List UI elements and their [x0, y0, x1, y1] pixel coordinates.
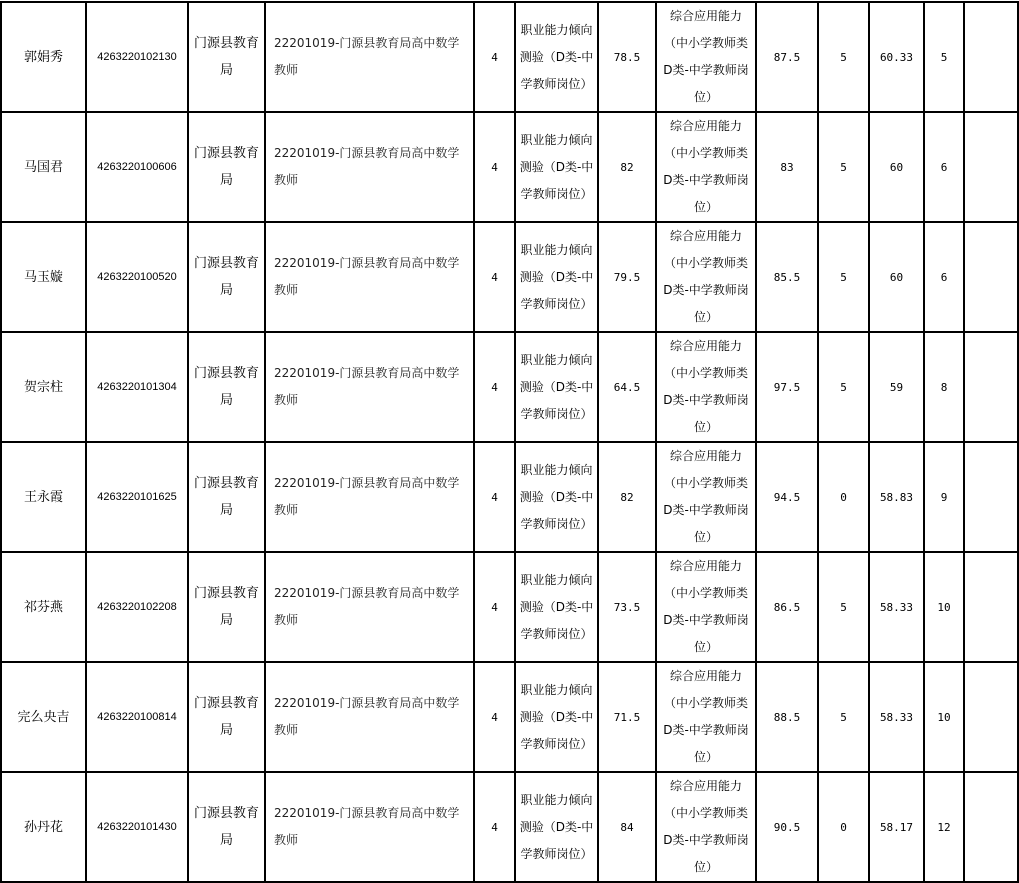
bonus-points: 5	[818, 222, 869, 332]
candidate-name: 马国君	[1, 112, 86, 222]
remark	[964, 112, 1018, 222]
table-row	[1, 662, 1018, 772]
total-score: 60	[869, 222, 924, 332]
score-2: 90.5	[756, 772, 818, 882]
rank: 5	[924, 2, 964, 112]
candidate-name: 马玉嫙	[1, 222, 86, 332]
exam-id: 4263220100520	[86, 222, 188, 332]
candidate-name: 祁芬燕	[1, 552, 86, 662]
subject-1: 职业能力倾向测验（D类-中学教师岗位）	[515, 112, 598, 222]
position: 22201019-门源县教育局高中数学教师	[265, 112, 474, 222]
score-table	[0, 1, 1019, 883]
employer: 门源县教育局	[188, 222, 265, 332]
score-1: 84	[598, 772, 656, 882]
subject-2: 综合应用能力（中小学教师类D类-中学教师岗位）	[656, 112, 756, 222]
score-2: 97.5	[756, 332, 818, 442]
candidate-name: 郭娟秀	[1, 2, 86, 112]
score-1: 64.5	[598, 332, 656, 442]
subject-1: 职业能力倾向测验（D类-中学教师岗位）	[515, 222, 598, 332]
subject-2: 综合应用能力（中小学教师类D类-中学教师岗位）	[656, 552, 756, 662]
rank: 10	[924, 552, 964, 662]
table-row	[1, 222, 1018, 332]
remark	[964, 552, 1018, 662]
position: 22201019-门源县教育局高中数学教师	[265, 332, 474, 442]
position: 22201019-门源县教育局高中数学教师	[265, 2, 474, 112]
score-1: 79.5	[598, 222, 656, 332]
remark	[964, 2, 1018, 112]
candidate-name: 孙丹花	[1, 772, 86, 882]
table-row	[1, 552, 1018, 662]
exam-id: 4263220100606	[86, 112, 188, 222]
table-row	[1, 2, 1018, 112]
bonus-points: 5	[818, 662, 869, 772]
score-2: 87.5	[756, 2, 818, 112]
exam-id: 4263220101304	[86, 332, 188, 442]
subject-2: 综合应用能力（中小学教师类D类-中学教师岗位）	[656, 772, 756, 882]
subject-1: 职业能力倾向测验（D类-中学教师岗位）	[515, 552, 598, 662]
total-score: 58.33	[869, 662, 924, 772]
employer: 门源县教育局	[188, 552, 265, 662]
recruit-count: 4	[474, 442, 515, 552]
total-score: 60	[869, 112, 924, 222]
remark	[964, 332, 1018, 442]
recruit-count: 4	[474, 2, 515, 112]
subject-1: 职业能力倾向测验（D类-中学教师岗位）	[515, 662, 598, 772]
position: 22201019-门源县教育局高中数学教师	[265, 552, 474, 662]
employer: 门源县教育局	[188, 112, 265, 222]
total-score: 59	[869, 332, 924, 442]
subject-1: 职业能力倾向测验（D类-中学教师岗位）	[515, 772, 598, 882]
employer: 门源县教育局	[188, 662, 265, 772]
employer: 门源县教育局	[188, 2, 265, 112]
subject-1: 职业能力倾向测验（D类-中学教师岗位）	[515, 2, 598, 112]
rank: 6	[924, 222, 964, 332]
total-score: 58.33	[869, 552, 924, 662]
employer: 门源县教育局	[188, 772, 265, 882]
total-score: 58.83	[869, 442, 924, 552]
exam-id: 4263220101430	[86, 772, 188, 882]
score-2: 86.5	[756, 552, 818, 662]
recruit-count: 4	[474, 772, 515, 882]
subject-1: 职业能力倾向测验（D类-中学教师岗位）	[515, 332, 598, 442]
recruit-count: 4	[474, 552, 515, 662]
score-2: 85.5	[756, 222, 818, 332]
subject-2: 综合应用能力（中小学教师类D类-中学教师岗位）	[656, 332, 756, 442]
remark	[964, 662, 1018, 772]
position: 22201019-门源县教育局高中数学教师	[265, 772, 474, 882]
table-row	[1, 442, 1018, 552]
exam-id: 4263220102130	[86, 2, 188, 112]
bonus-points: 5	[818, 2, 869, 112]
position: 22201019-门源县教育局高中数学教师	[265, 222, 474, 332]
position: 22201019-门源县教育局高中数学教师	[265, 442, 474, 552]
total-score: 58.17	[869, 772, 924, 882]
exam-id: 4263220102208	[86, 552, 188, 662]
candidate-name: 贺宗柱	[1, 332, 86, 442]
bonus-points: 5	[818, 332, 869, 442]
remark	[964, 222, 1018, 332]
candidate-name: 王永霞	[1, 442, 86, 552]
subject-2: 综合应用能力（中小学教师类D类-中学教师岗位）	[656, 2, 756, 112]
score-1: 71.5	[598, 662, 656, 772]
position: 22201019-门源县教育局高中数学教师	[265, 662, 474, 772]
recruit-count: 4	[474, 112, 515, 222]
recruit-count: 4	[474, 662, 515, 772]
employer: 门源县教育局	[188, 442, 265, 552]
remark	[964, 442, 1018, 552]
table-row	[1, 112, 1018, 222]
candidate-name: 完么央吉	[1, 662, 86, 772]
score-2: 94.5	[756, 442, 818, 552]
recruit-count: 4	[474, 332, 515, 442]
table-body	[1, 2, 1018, 882]
bonus-points: 5	[818, 112, 869, 222]
score-2: 88.5	[756, 662, 818, 772]
subject-2: 综合应用能力（中小学教师类D类-中学教师岗位）	[656, 222, 756, 332]
score-2: 83	[756, 112, 818, 222]
score-1: 82	[598, 112, 656, 222]
subject-2: 综合应用能力（中小学教师类D类-中学教师岗位）	[656, 662, 756, 772]
remark	[964, 772, 1018, 882]
table-row	[1, 332, 1018, 442]
rank: 6	[924, 112, 964, 222]
bonus-points: 5	[818, 552, 869, 662]
rank: 12	[924, 772, 964, 882]
recruit-count: 4	[474, 222, 515, 332]
exam-id: 4263220100814	[86, 662, 188, 772]
subject-1: 职业能力倾向测验（D类-中学教师岗位）	[515, 442, 598, 552]
score-1: 82	[598, 442, 656, 552]
score-1: 78.5	[598, 2, 656, 112]
exam-id: 4263220101625	[86, 442, 188, 552]
rank: 10	[924, 662, 964, 772]
rank: 8	[924, 332, 964, 442]
total-score: 60.33	[869, 2, 924, 112]
bonus-points: 0	[818, 442, 869, 552]
subject-2: 综合应用能力（中小学教师类D类-中学教师岗位）	[656, 442, 756, 552]
bonus-points: 0	[818, 772, 869, 882]
table-row	[1, 772, 1018, 882]
employer: 门源县教育局	[188, 332, 265, 442]
rank: 9	[924, 442, 964, 552]
score-1: 73.5	[598, 552, 656, 662]
